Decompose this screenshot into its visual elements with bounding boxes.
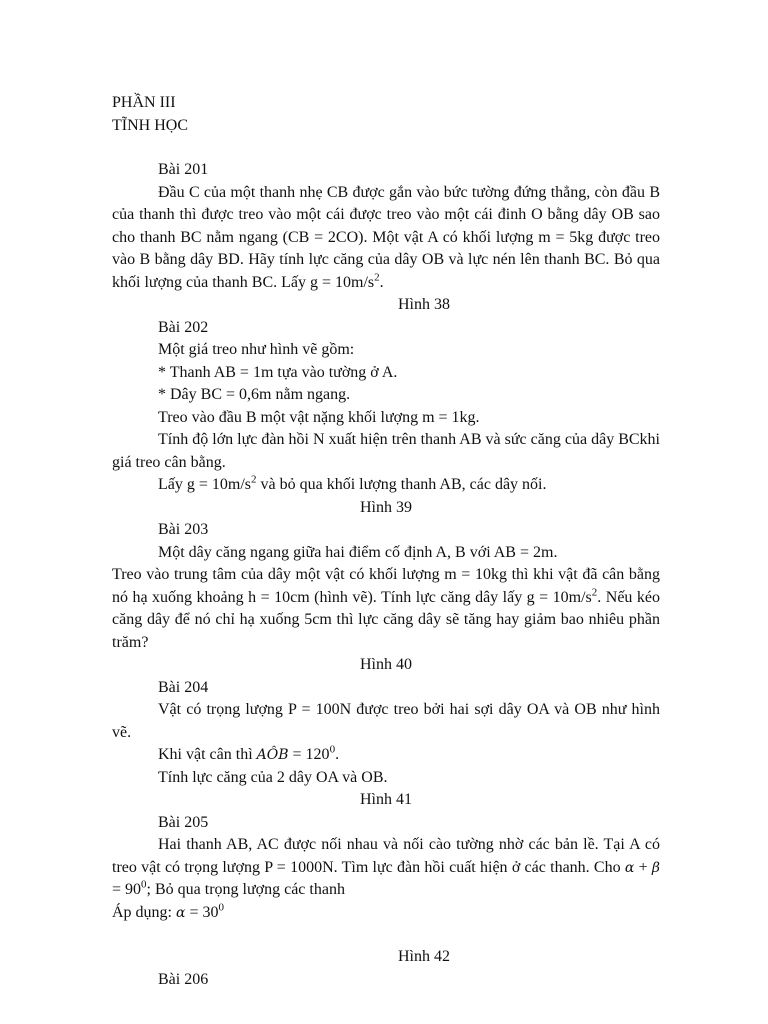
- problem-202-line-1: Một giá treo như hình vẽ gồm:: [158, 341, 355, 358]
- figure-40-caption: Hình 40: [360, 656, 412, 673]
- figure-42-caption: Hình 42: [398, 948, 450, 965]
- problem-202-line-5: Tính độ lớn lực đàn hồi N xuất hiện trên thanh AB và sức căng của dây BCkhi giá treo cân bằng.: [112, 431, 660, 471]
- problem-201-title: Bài 201: [158, 161, 209, 178]
- problem-204-title: Bài 204: [158, 678, 209, 696]
- problem-202-title: Bài 202: [158, 318, 209, 336]
- problem-203-line-1: Một dây căng ngang giữa hai điểm cố định A, B với AB = 2m.: [158, 543, 558, 561]
- problem-204-line-2: Khi vật cân thì AÔB = $120^0$.: [158, 743, 340, 763]
- problem-205-line-1: Hai thanh AB, AC được nối nhau và nối cào tường nhờ các bản lề. Tại A có treo vật có trọng lượng P = 1000N. Tìm lực đàn hồi cuất hiện ở các thanh. Cho $\alpha + \beta = 90^0$; Bỏ qua trọng lượng các thanh: [112, 836, 660, 898]
- problem-203-line-2: Treo vào trung tâm của dây một vật có khối lượng m = 10kg thì khi vật đã cân bằng nó hạ xuống khoảng h = 10cm (hình vẽ). Tính lực căng dây lấy $g = 10m/s^2$. Nếu kéo căng dây để nó chỉ hạ xuống 5cm thì lực căng dây sẽ tăng hay giảm bao nhiêu phần trăm?: [112, 566, 660, 651]
- figure-39-caption: Hình 39: [360, 498, 412, 516]
- beta-symbol: β: [651, 859, 660, 876]
- problem-205-title: Bài 205: [158, 813, 209, 831]
- problem-202-line-2: * Thanh AB = 1m tựa vào tường ở A.: [158, 363, 398, 381]
- problem-203-title: Bài 203: [158, 521, 209, 538]
- alpha-symbol: α: [176, 904, 186, 921]
- problem-201-text: Đầu C của một thanh nhẹ CB được gắn vào bức tường đứng thẳng, còn đầu B của thanh thì được treo vào một cái được treo vào một cái đinh O bằng dây OB sao cho thanh BC nằm ngang (CB = 2CO). Một vật A có khối lượng m = 5kg được treo vào B bằng dây BD. Hãy tính lực căng của dây OB và lực nén lên thanh BC. Bỏ qua khối lượng của thanh BC. Lấy $g = 10m/s^2$.: [112, 183, 660, 291]
- figure-41-caption: Hình 41: [360, 791, 412, 808]
- document-body: [112, 92, 660, 991]
- problem-206-title: Bài 206: [158, 970, 209, 988]
- figure-38-caption: Hình 38: [398, 296, 450, 313]
- problem-202-line-3: * Dây BC = 0,6m nằm ngang.: [158, 386, 351, 403]
- problem-202-line-6: Lấy $g = 10m/s^2$ và bỏ qua khối lượng thanh AB, các dây nối.: [158, 473, 547, 493]
- part-heading: PHẦN III: [112, 94, 176, 111]
- angle-aob-formula: AÔB: [256, 747, 289, 763]
- topic-heading: TĨNH HỌC: [112, 116, 188, 134]
- alpha-symbol: α: [624, 859, 635, 876]
- problem-205-line-2: Áp dụng: $\alpha = 30^0$: [112, 901, 224, 921]
- problem-202-line-4: Treo vào đầu B một vật nặng khối lượng m = 1kg.: [158, 408, 480, 426]
- problem-204-line-3: Tính lực căng của 2 dây OA và OB.: [158, 768, 388, 786]
- problem-204-line-1: Vật có trọng lượng P = 100N được treo bởi hai sợi dây OA và OB như hình vẽ.: [112, 701, 660, 741]
